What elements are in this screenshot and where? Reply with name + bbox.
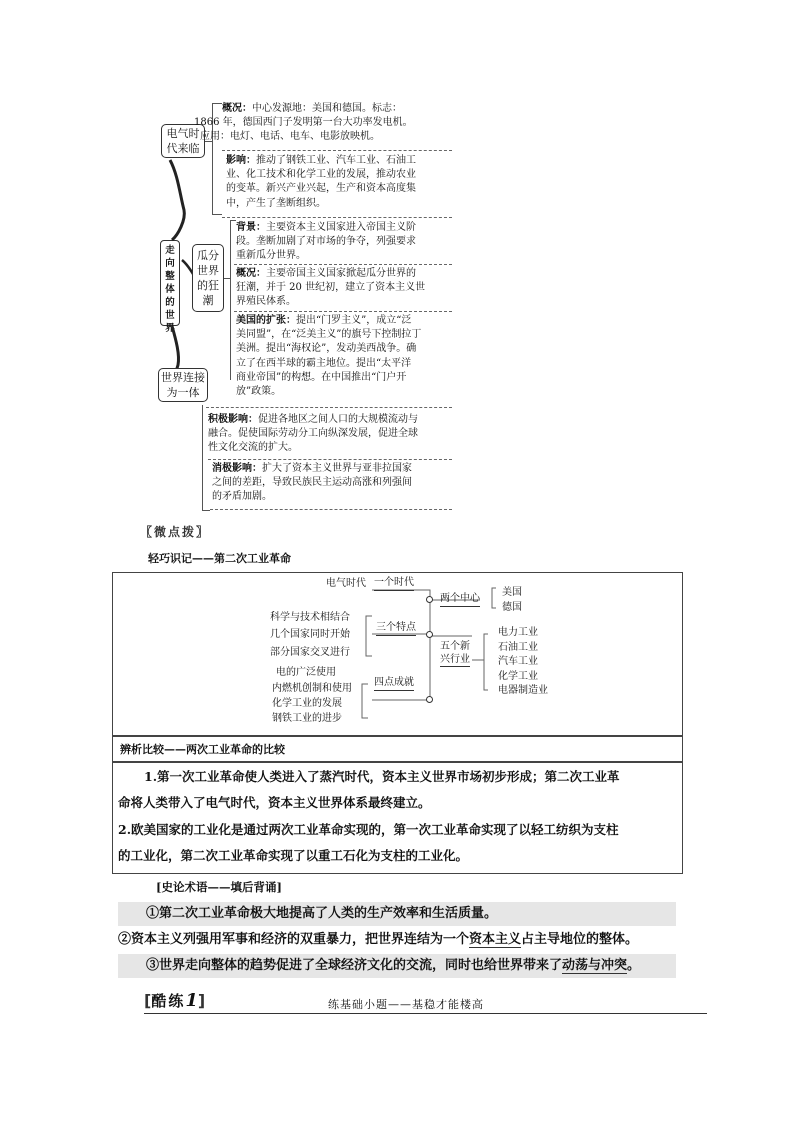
electric-overview-line: 1866 年，德国西门子发明第一台大功率发电机。 bbox=[194, 117, 413, 129]
us-expansion-line: 立了在西半球的霸主地位。提出“太平洋 bbox=[236, 357, 412, 369]
us-expansion bbox=[236, 314, 456, 399]
partition-overview-line: 界殖民体系。 bbox=[236, 296, 296, 308]
feature-1: 科学与技术相结合 bbox=[270, 612, 350, 623]
branch-world-connected-label-2: 为一体 bbox=[166, 386, 200, 399]
partition-overview bbox=[236, 267, 456, 310]
electric-overview-line: 应用：电灯、电话、电车、电影放映机。 bbox=[200, 131, 380, 143]
three-features-label: 三个特点 bbox=[376, 621, 416, 636]
electric-overview-line: 中心发源地：美国和德国。标志： bbox=[252, 103, 402, 114]
electric-impact-line: 的变革。新兴产业兴起，生产和资本高度集 bbox=[226, 183, 416, 195]
diagram-node bbox=[426, 631, 433, 638]
recite-title: [史论术语——填后背诵] bbox=[156, 880, 282, 894]
recite-line-2-b: 占主导地位的整体。 bbox=[521, 932, 639, 947]
electric-impact-head: 影响： bbox=[226, 155, 256, 166]
two-centers-label: 两个中心 bbox=[440, 592, 480, 607]
recite-line-3-blank: 动荡与冲突 bbox=[562, 958, 628, 973]
industry-3: 汽车工业 bbox=[498, 656, 538, 667]
branch-world-connected-box bbox=[158, 368, 208, 402]
positive-impact bbox=[208, 413, 458, 456]
mindmap-center-label: 走向整体的世界 bbox=[165, 245, 175, 334]
practice-rule bbox=[144, 1013, 707, 1014]
partition-background bbox=[236, 221, 456, 264]
branch-partition-label-4: 潮 bbox=[202, 294, 214, 307]
compare-line-2: 命将人类带入了电气时代，资本主义世界体系最终建立。 bbox=[118, 795, 431, 810]
four-achievements-label: 四点成就 bbox=[374, 676, 414, 691]
us-expansion-line: 提出“门罗主义”，成立“泛 bbox=[296, 315, 412, 326]
recite-line-3-a: ③世界走向整体的趋势促进了全球经济文化的交流，同时也给世界带来了 bbox=[146, 958, 563, 973]
branch-partition-label-3: 的狂 bbox=[197, 279, 219, 292]
positive-impact-line: 融合。促使国际劳动分工向纵深发展，促进全球 bbox=[208, 428, 418, 440]
branch-partition-label-1: 瓜分 bbox=[197, 249, 219, 262]
branch-partition-label-2: 世界 bbox=[197, 264, 219, 277]
recite-line-3-b: 。 bbox=[627, 958, 641, 973]
compare-title: 辨析比较——两次工业革命的比较 bbox=[120, 743, 285, 756]
electric-impact-line: 中，产生了垄断组织。 bbox=[226, 197, 326, 209]
five-new-label-2: 兴行业 bbox=[440, 654, 470, 665]
compare-line-1: 1.第一次工业革命使人类进入了蒸汽时代，资本主义世界市场初步形成；第二次工业革 bbox=[144, 769, 620, 784]
memory-diagram-lines bbox=[112, 572, 683, 736]
electric-overview bbox=[194, 102, 462, 145]
partition-overview-line: 狂潮，并于 20 世纪初，建立了资本主义世 bbox=[236, 282, 426, 294]
achievement-2: 内燃机创制和使用 bbox=[272, 683, 352, 694]
branch-electric-era-label-2: 代来临 bbox=[166, 142, 200, 155]
us-expansion-line: 美洲。提出“海权论”，发动美西战争。确 bbox=[236, 343, 417, 355]
achievement-4: 钢铁工业的进步 bbox=[272, 713, 342, 724]
practice-header: [酷练1] bbox=[144, 990, 206, 1011]
industry-4: 化学工业 bbox=[498, 671, 538, 682]
us-expansion-line: 美同盟”，在“泛美主义”的旗号下控制拉丁 bbox=[236, 329, 422, 341]
positive-impact-line: 促进各地区之间人口的大规模流动与 bbox=[258, 414, 418, 425]
industry-5: 电器制造业 bbox=[498, 685, 548, 696]
recite-line-1: ①第二次工业革命极大地提高了人类的生产效率和生活质量。 bbox=[146, 906, 498, 921]
electric-impact-line: 推动了钢铁工业、汽车工业、石油工 bbox=[256, 155, 416, 166]
five-new-label-1: 五个新 bbox=[440, 641, 470, 652]
us-expansion-line: 商业帝国”的构想。在中国推出“门户开 bbox=[236, 371, 407, 383]
recite-line-3 bbox=[146, 956, 640, 976]
compare-line-4: 的工业化，第二次工业革命实现了以重工石化为支柱的工业化。 bbox=[118, 848, 469, 863]
compare-line-3: 2.欧美国家的工业化是通过两次工业革命实现的，第一次工业革命实现了以轻工纺织为支柱 bbox=[118, 822, 619, 837]
partition-background-line: 重新瓜分世界。 bbox=[236, 250, 306, 262]
partition-overview-line: 主要帝国主义国家掀起瓜分世界的 bbox=[266, 268, 416, 279]
recite-line-2 bbox=[118, 930, 638, 950]
partition-background-head: 背景： bbox=[236, 222, 266, 233]
five-new-industries-label bbox=[440, 640, 470, 667]
partition-background-line: 段。垄断加剧了对市场的争夺，列强要求 bbox=[236, 236, 416, 248]
negative-impact-line: 的矛盾加剧。 bbox=[212, 491, 272, 503]
positive-impact-head: 积极影响： bbox=[208, 414, 258, 425]
center-us: 美国 bbox=[502, 587, 522, 598]
us-expansion-line: 放”政策。 bbox=[236, 386, 282, 398]
center-germany: 德国 bbox=[502, 602, 522, 613]
negative-impact-line: 之间的差距，导致民族民主运动高涨和列强间 bbox=[212, 477, 412, 489]
partition-overview-head: 概况： bbox=[236, 268, 266, 279]
practice-number: 1 bbox=[185, 990, 198, 1011]
positive-impact-line: 性文化交流的扩大。 bbox=[208, 442, 298, 454]
practice-subtitle: 练基础小题——基稳才能楼高 bbox=[328, 998, 484, 1011]
partition-background-line: 主要资本主义国家进入帝国主义阶 bbox=[266, 222, 416, 233]
branch-world-connected-label-1: 世界连接 bbox=[161, 371, 205, 384]
recite-line-2-a: ②资本主义列强用军事和经济的双重暴力，把世界连结为一个 bbox=[118, 932, 470, 947]
negative-impact-head: 消极影响： bbox=[212, 463, 262, 474]
era-label: 电气时代 bbox=[326, 578, 366, 589]
recite-line-2-blank: 资本主义 bbox=[469, 932, 522, 947]
one-era-label: 一个时代 bbox=[374, 576, 414, 591]
branch-electric-era-label-1: 电气时 bbox=[166, 127, 200, 140]
electric-impact-line: 业、化工技术和化学工业的发展，推动农业 bbox=[226, 169, 416, 181]
electric-overview-head: 概况： bbox=[222, 103, 252, 114]
negative-impact bbox=[212, 462, 462, 505]
diagram-node bbox=[426, 596, 433, 603]
feature-3: 部分国家交叉进行 bbox=[270, 647, 350, 658]
achievement-3: 化学工业的发展 bbox=[272, 698, 342, 709]
memory-title: 轻巧识记——第二次工业革命 bbox=[148, 552, 291, 565]
achievement-1: 电的广泛使用 bbox=[276, 667, 336, 678]
practice-label: 酷练 bbox=[151, 992, 186, 1010]
branch-partition-box bbox=[192, 244, 224, 312]
negative-impact-line: 扩大了资本主义世界与亚非拉国家 bbox=[262, 463, 412, 474]
diagram-node bbox=[426, 696, 433, 703]
industry-1: 电力工业 bbox=[498, 627, 538, 638]
electric-impact bbox=[226, 154, 456, 211]
feature-2: 几个国家同时开始 bbox=[270, 629, 350, 640]
industry-2: 石油工业 bbox=[498, 642, 538, 653]
tip-header: 〖微点拨〗 bbox=[140, 525, 211, 539]
us-expansion-head: 美国的扩张： bbox=[236, 315, 296, 326]
